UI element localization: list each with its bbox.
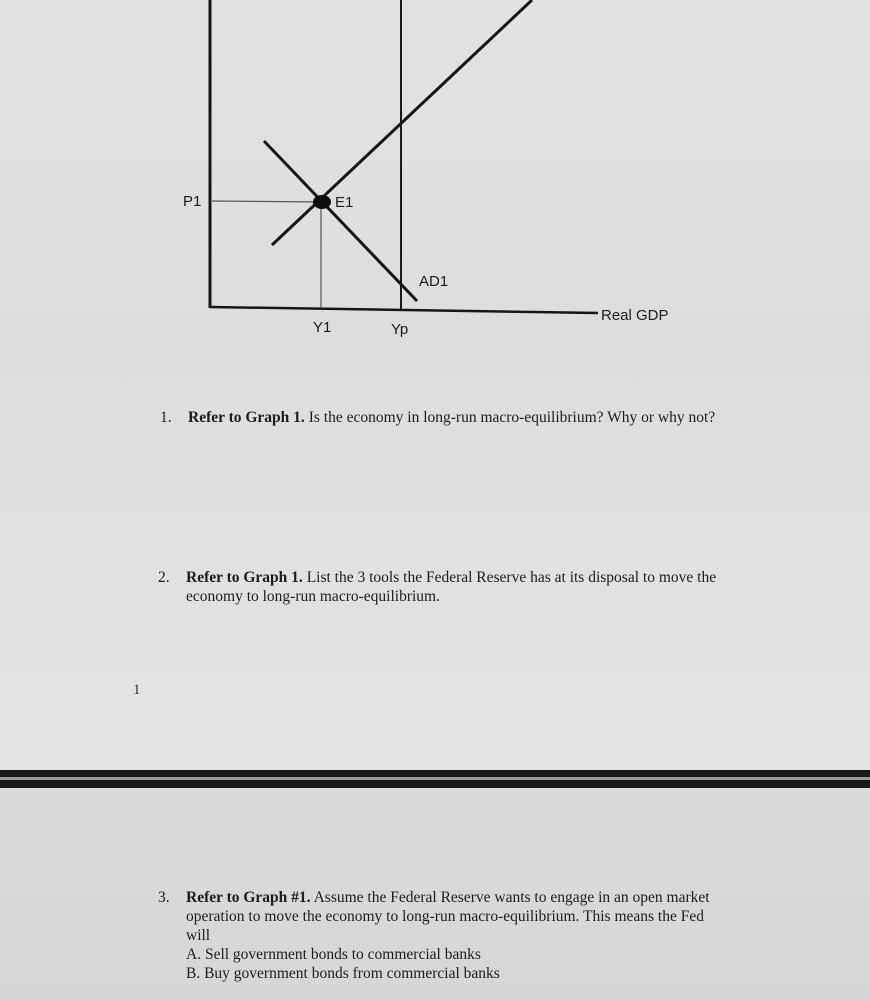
question-2 — [158, 568, 763, 608]
yp-label: Yp — [391, 321, 409, 338]
question-2-number: 2. — [158, 569, 170, 586]
question-1-body: Is the economy in long-run macro-equilibrium? Why or why not? — [308, 409, 716, 426]
p1-label: P1 — [183, 193, 202, 210]
e1-label: E1 — [335, 194, 354, 211]
question-2-text — [186, 568, 761, 606]
p1-guide-line — [212, 201, 322, 202]
question-2-lead: Refer to Graph 1. — [186, 569, 303, 586]
question-3 — [158, 888, 738, 988]
question-1-lead: Refer to Graph 1. — [188, 409, 305, 426]
question-3-text — [186, 888, 716, 983]
ad1-line — [264, 141, 417, 301]
question-3-body: Assume the Federal Reserve wants to engage in an open market operation to move the economy to long-run macro-equilibrium. This means the Fed will — [186, 889, 710, 944]
macro-graph — [0, 0, 870, 400]
option-b: B. Buy government bonds from commercial banks — [186, 965, 500, 982]
x-axis-label: Real GDP — [601, 307, 669, 324]
equilibrium-point — [313, 195, 331, 209]
y1-label: Y1 — [313, 319, 332, 336]
ad1-label: AD1 — [419, 273, 449, 290]
question-2-body: List the 3 tools the Federal Reserve has at its disposal to move the economy to long-run macro-equilibrium. — [186, 569, 717, 605]
page-number: 1 — [133, 682, 141, 698]
question-1-number: 1. — [160, 409, 172, 426]
page-divider — [0, 770, 870, 788]
question-3-number: 3. — [158, 889, 170, 906]
question-1 — [160, 408, 760, 448]
question-3-lead: Refer to Graph #1. — [186, 889, 311, 906]
question-1-text — [188, 408, 758, 427]
x-axis — [210, 307, 598, 313]
option-a: A. Sell government bonds to commercial banks — [186, 946, 481, 963]
